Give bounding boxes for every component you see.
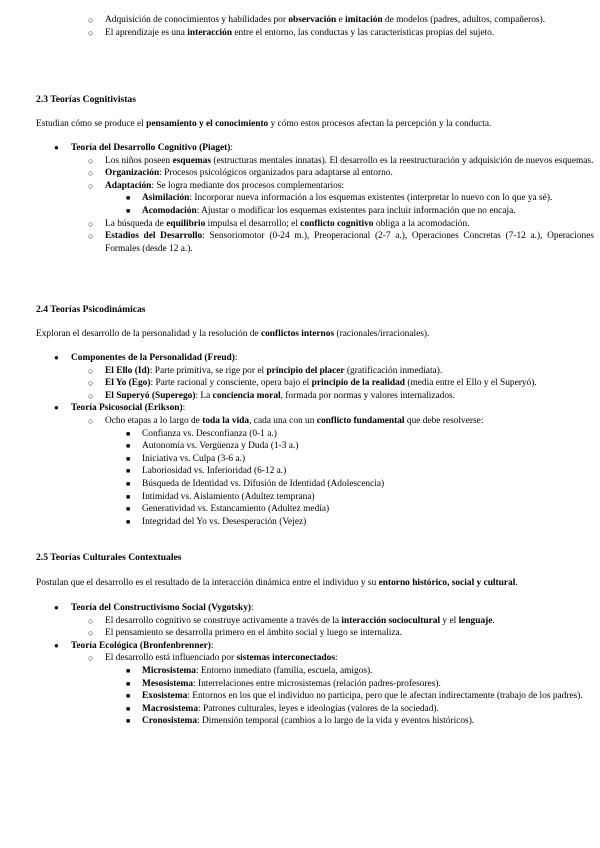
list-item: ○ Organización: Procesos psicológicos organizados para adaptarse al entorno. bbox=[88, 168, 393, 179]
square-bullet-icon: ■ bbox=[126, 194, 131, 203]
list-item: ■ Búsqueda de Identidad vs. Difusión de Identidad (Adolescencia) bbox=[126, 478, 385, 489]
circle-bullet-icon: ○ bbox=[88, 155, 94, 166]
list-item: ○ El Ello (Id): Parte primitiva, se rige por el principio del placer (gratificación inmediata). bbox=[88, 365, 443, 376]
section-heading-2-4: 2.4 Teorías Psicodinámicas bbox=[36, 304, 146, 315]
circle-bullet-icon: ○ bbox=[88, 365, 94, 376]
section-intro-2-5: Postulan que el desarrollo es el resultado de la interacción dinámica entre el individuo y su entorno histórico, social y cultural. bbox=[36, 578, 518, 588]
square-bullet-icon: ■ bbox=[126, 206, 131, 215]
list-item: ■ Integridad del Yo vs. Desesperación (Vejez) bbox=[126, 516, 307, 527]
list-item: ○ Adaptación: Se logra mediante dos procesos complementarios: bbox=[88, 180, 345, 191]
list-item: ○ El Superyó (Superego): La conciencia moral, formada por normas y valores internalizados. bbox=[88, 390, 456, 401]
circle-bullet-icon: ○ bbox=[88, 168, 94, 179]
list-item: ○ El Yo (Ego): Parte racional y consciente, opera bajo el principio de la realidad (media entre el Ello y el Superyó). bbox=[88, 378, 537, 389]
square-bullet-icon: ■ bbox=[126, 505, 131, 514]
circle-bullet-icon: ○ bbox=[88, 628, 94, 639]
list-item: ■ Generatividad vs. Estancamiento (Adultez media) bbox=[126, 504, 330, 515]
list-item: ○ Los niños poseen esquemas (estructuras mentales innatas). El desarrollo es la reestructuración y adquisición de nuevos esquemas. bbox=[88, 155, 594, 166]
list-item: ■ Laboriosidad vs. Inferioridad (6-12 a.) bbox=[126, 466, 287, 477]
square-bullet-icon: ■ bbox=[126, 704, 131, 713]
section-intro-2-3: Estudian cómo se produce el pensamiento y el conocimiento y cómo estos procesos afectan la percepción y la conducta. bbox=[36, 119, 492, 129]
list-item: ■ Macrosistema: Patrones culturales, leyes e ideologías (valores de la sociedad). bbox=[126, 703, 439, 714]
list-item: ○ La búsqueda de equilibrio impulsa el desarrollo; el conflicto cognitivo obliga a la acomodación. bbox=[88, 218, 470, 229]
list-item: ○ El desarrollo está influenciado por sistemas interconectados: bbox=[88, 653, 338, 664]
square-bullet-icon: ■ bbox=[126, 679, 131, 688]
disc-bullet-icon: ● bbox=[54, 403, 59, 413]
list-item: ■ Exosistema: Entornos en los que el individuo no participa, pero que le afectan indirectamente (trabajo de los padres). bbox=[126, 691, 583, 702]
square-bullet-icon: ■ bbox=[126, 517, 131, 526]
list-item: ■ Confianza vs. Desconfianza (0-1 a.) bbox=[126, 428, 277, 439]
list-item: ■ Acomodación: Ajustar o modificar los esquemas existentes para incluir información que no encaja. bbox=[126, 205, 516, 216]
list-item: ○ El pensamiento se desarrolla primero en el ámbito social y luego se internaliza. bbox=[88, 628, 403, 639]
square-bullet-icon: ■ bbox=[126, 717, 131, 726]
disc-bullet-icon: ● bbox=[54, 143, 59, 152]
list-item: ○ Ocho etapas a lo largo de toda la vida, cada una con un conflicto fundamental que debe resolverse: bbox=[88, 415, 484, 426]
circle-bullet-icon: ○ bbox=[88, 653, 94, 664]
list-item: ● Componentes de la Personalidad (Freud): bbox=[54, 353, 238, 363]
square-bullet-icon: ■ bbox=[126, 479, 131, 488]
disc-bullet-icon: ● bbox=[54, 353, 59, 362]
list-item: ■ Cronosistema: Dimensión temporal (cambios a lo largo de la vida y eventos históricos). bbox=[126, 716, 475, 727]
square-bullet-icon: ■ bbox=[126, 429, 131, 438]
square-bullet-icon: ■ bbox=[126, 492, 131, 501]
list-item: ■ Mesosistema: Interrelaciones entre microsistemas (relación padres-profesores). bbox=[126, 678, 441, 689]
list-item: ● Teoría Psicosocial (Erikson): bbox=[54, 403, 186, 414]
square-bullet-icon: ■ bbox=[126, 666, 131, 675]
square-bullet-icon: ■ bbox=[126, 442, 131, 451]
list-2-5 bbox=[0, 602, 600, 728]
section-intro-2-4: Exploran el desarrollo de la personalidad y la resolución de conflictos internos (racionales/irracionales). bbox=[36, 329, 430, 339]
circle-bullet-icon: ○ bbox=[88, 378, 94, 389]
circle-bullet-icon: ○ bbox=[88, 615, 94, 626]
circle-bullet-icon: ○ bbox=[88, 390, 94, 401]
list-item: ○ El aprendizaje es una interacción entre el entorno, las conductas y las características propias del sujeto. bbox=[88, 27, 495, 38]
square-bullet-icon: ■ bbox=[126, 454, 131, 463]
circle-bullet-icon: ○ bbox=[88, 415, 94, 426]
list-item: ● Teoría Ecológica (Bronfenbrenner): bbox=[54, 640, 214, 651]
disc-bullet-icon: ● bbox=[54, 640, 59, 650]
disc-bullet-icon: ● bbox=[54, 603, 59, 612]
section-heading-2-5: 2.5 Teorías Culturales Contextuales bbox=[36, 552, 182, 563]
top-list bbox=[0, 14, 600, 39]
circle-bullet-icon: ○ bbox=[88, 27, 94, 38]
list-item: ○ Estadios del Desarrollo: Sensoriomotor (0-24 m.), Preoperacional (2-7 a.), Operaciones Concretas (7-12 a.), Operaciones Formales (desde 12 a.). bbox=[88, 231, 594, 254]
list-item: ■ Asimilación: Incorporar nueva información a los esquemas existentes (interpretar lo nuevo con lo que ya sé). bbox=[126, 193, 553, 204]
list-item: ■ Microsistema: Entorno inmediato (familia, escuela, amigos). bbox=[126, 665, 373, 676]
circle-bullet-icon: ○ bbox=[88, 180, 94, 191]
circle-bullet-icon: ○ bbox=[88, 218, 94, 229]
list-item: ■ Autonomía vs. Vergüenza y Duda (1-3 a.) bbox=[126, 441, 299, 452]
circle-bullet-icon: ○ bbox=[88, 231, 94, 242]
list-item: ■ Iniciativa vs. Culpa (3-6 a.) bbox=[126, 453, 246, 464]
list-2-3 bbox=[0, 142, 600, 255]
section-heading-2-3: 2.3 Teorías Cognitivistas bbox=[36, 94, 136, 105]
list-item: ● Teoría del Constructivismo Social (Vygotsky): bbox=[54, 603, 254, 613]
list-item: ○ Adquisición de conocimientos y habilidades por observación e imitación de modelos (padres, adultos, compañeros). bbox=[88, 15, 546, 25]
list-2-4 bbox=[0, 352, 600, 528]
list-item: ● Teoría del Desarrollo Cognitivo (Piaget): bbox=[54, 143, 233, 153]
square-bullet-icon: ■ bbox=[126, 467, 131, 476]
square-bullet-icon: ■ bbox=[126, 692, 131, 701]
list-item: ○ El desarrollo cognitivo se construye activamente a través de la interacción sociocultural y el lenguaje. bbox=[88, 615, 495, 626]
list-item: ■ Intimidad vs. Aislamiento (Adultez temprana) bbox=[126, 491, 315, 502]
circle-bullet-icon: ○ bbox=[88, 15, 94, 25]
